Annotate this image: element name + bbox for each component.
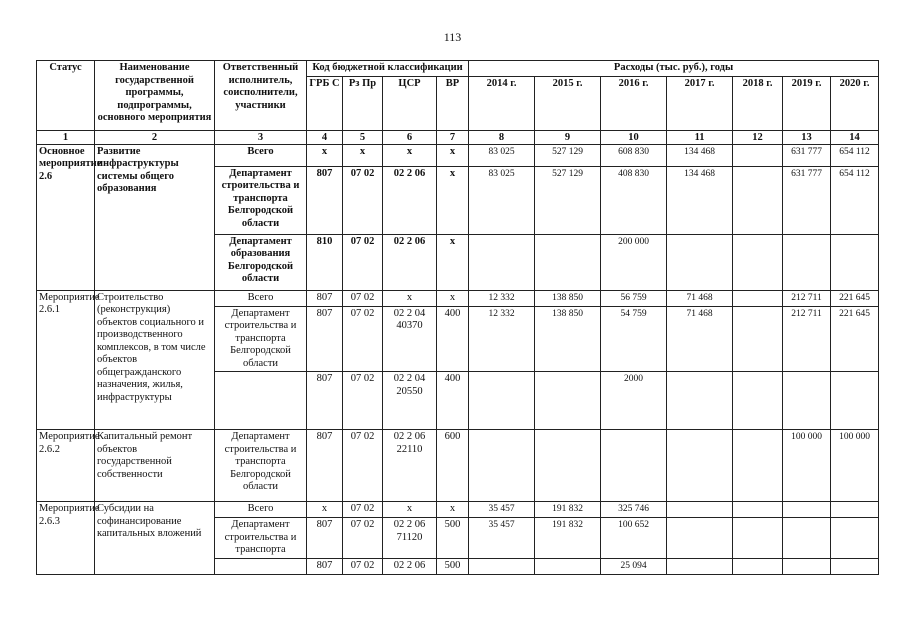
amount-cell: [601, 430, 667, 502]
amount-cell: [469, 372, 535, 430]
vr-cell: x: [437, 290, 469, 306]
amount-cell: [733, 234, 783, 290]
csr-cell: 02 2 06: [383, 234, 437, 290]
csr-cell: x: [383, 290, 437, 306]
amount-cell: [783, 234, 831, 290]
rzpr-cell: 07 02: [343, 306, 383, 372]
csr-cell: 02 2 06 71120: [383, 518, 437, 559]
col-number: 1: [37, 130, 95, 144]
rzpr-cell: 07 02: [343, 518, 383, 559]
grbs-cell: 807: [307, 290, 343, 306]
amount-cell: 12 332: [469, 306, 535, 372]
amount-cell: [831, 558, 879, 574]
csr-cell: x: [383, 144, 437, 166]
amount-cell: 631 777: [783, 144, 831, 166]
amount-cell: 200 000: [601, 234, 667, 290]
header-code: Код бюджетной классификации: [307, 61, 469, 77]
amount-cell: 83 025: [469, 144, 535, 166]
amount-cell: 134 468: [667, 166, 733, 234]
col-number: 7: [437, 130, 469, 144]
vr-cell: 400: [437, 306, 469, 372]
amount-cell: [535, 372, 601, 430]
col-number: 4: [307, 130, 343, 144]
name-cell: Субсидии на софинансирование капитальных вложений: [95, 502, 215, 575]
header-year: 2014 г.: [469, 76, 535, 130]
csr-cell: 02 2 04 20550: [383, 372, 437, 430]
amount-cell: 12 332: [469, 290, 535, 306]
amount-cell: [733, 518, 783, 559]
rzpr-cell: 07 02: [343, 558, 383, 574]
header-rzpr: Рз Пр: [343, 76, 383, 130]
amount-cell: [733, 306, 783, 372]
amount-cell: 56 759: [601, 290, 667, 306]
amount-cell: 221 645: [831, 306, 879, 372]
table-row: [37, 144, 879, 166]
amount-cell: [733, 430, 783, 502]
executor-cell: Всего: [215, 290, 307, 306]
vr-cell: x: [437, 234, 469, 290]
col-number: 11: [667, 130, 733, 144]
grbs-cell: 807: [307, 372, 343, 430]
amount-cell: 527 129: [535, 144, 601, 166]
amount-cell: 325 746: [601, 502, 667, 518]
amount-cell: [667, 430, 733, 502]
name-cell: Строительство (реконструкция) объектов социального и производственного комплексов, в том числе объектов общегражданского назначения, жилья, инфраструктуры: [95, 290, 215, 430]
header-year: 2017 г.: [667, 76, 733, 130]
status-cell: Мероприятие 2.6.3: [37, 502, 95, 575]
csr-cell: 02 2 06 22110: [383, 430, 437, 502]
grbs-cell: x: [307, 502, 343, 518]
amount-cell: [783, 372, 831, 430]
amount-cell: 35 457: [469, 502, 535, 518]
amount-cell: 191 832: [535, 518, 601, 559]
header-name: Наименование государственной программы, подпрограммы, основного мероприятия: [95, 61, 215, 131]
rzpr-cell: x: [343, 144, 383, 166]
col-number: 13: [783, 130, 831, 144]
amount-cell: [783, 558, 831, 574]
amount-cell: 71 468: [667, 290, 733, 306]
amount-cell: [831, 234, 879, 290]
amount-cell: [535, 430, 601, 502]
csr-cell: x: [383, 502, 437, 518]
vr-cell: 500: [437, 558, 469, 574]
header-expenses: Расходы (тыс. руб.), годы: [469, 61, 879, 77]
table-row: [37, 430, 879, 502]
rzpr-cell: 07 02: [343, 290, 383, 306]
rzpr-cell: 07 02: [343, 166, 383, 234]
rzpr-cell: 07 02: [343, 372, 383, 430]
col-number: 5: [343, 130, 383, 144]
header-year: 2016 г.: [601, 76, 667, 130]
col-number: 10: [601, 130, 667, 144]
amount-cell: [783, 518, 831, 559]
amount-cell: [831, 502, 879, 518]
grbs-cell: 807: [307, 306, 343, 372]
csr-cell: 02 2 04 40370: [383, 306, 437, 372]
amount-cell: [469, 234, 535, 290]
amount-cell: [667, 518, 733, 559]
amount-cell: 138 850: [535, 290, 601, 306]
header-csr: ЦСР: [383, 76, 437, 130]
executor-cell: Департамент строительства и транспорта Белгородской области: [215, 430, 307, 502]
header-year: 2015 г.: [535, 76, 601, 130]
header-status: Статус: [37, 61, 95, 131]
amount-cell: 212 711: [783, 290, 831, 306]
header-executor: Ответственный исполнитель, соисполнители, участники: [215, 61, 307, 131]
grbs-cell: 807: [307, 558, 343, 574]
vr-cell: x: [437, 144, 469, 166]
header-year: 2019 г.: [783, 76, 831, 130]
amount-cell: 71 468: [667, 306, 733, 372]
grbs-cell: 807: [307, 166, 343, 234]
amount-cell: [535, 234, 601, 290]
amount-cell: 191 832: [535, 502, 601, 518]
amount-cell: [831, 372, 879, 430]
vr-cell: x: [437, 502, 469, 518]
amount-cell: [733, 166, 783, 234]
header-vr: ВР: [437, 76, 469, 130]
name-cell: Развитие инфраструктуры системы общего образования: [95, 144, 215, 290]
amount-cell: 654 112: [831, 144, 879, 166]
amount-cell: [783, 502, 831, 518]
amount-cell: [667, 558, 733, 574]
amount-cell: [831, 518, 879, 559]
amount-cell: 608 830: [601, 144, 667, 166]
rzpr-cell: 07 02: [343, 430, 383, 502]
executor-cell: [215, 372, 307, 430]
amount-cell: [667, 372, 733, 430]
table-row: [37, 502, 879, 518]
col-number: 9: [535, 130, 601, 144]
amount-cell: 408 830: [601, 166, 667, 234]
grbs-cell: 810: [307, 234, 343, 290]
col-number: 2: [95, 130, 215, 144]
executor-cell: [215, 558, 307, 574]
amount-cell: 100 652: [601, 518, 667, 559]
amount-cell: 35 457: [469, 518, 535, 559]
status-cell: Мероприятие 2.6.1: [37, 290, 95, 430]
amount-cell: 631 777: [783, 166, 831, 234]
grbs-cell: 807: [307, 518, 343, 559]
col-number: 8: [469, 130, 535, 144]
vr-cell: 500: [437, 518, 469, 559]
amount-cell: 2000: [601, 372, 667, 430]
amount-cell: [733, 558, 783, 574]
amount-cell: 100 000: [783, 430, 831, 502]
amount-cell: 212 711: [783, 306, 831, 372]
executor-cell: Всего: [215, 144, 307, 166]
status-cell: Мероприятие 2.6.2: [37, 430, 95, 502]
vr-cell: 600: [437, 430, 469, 502]
amount-cell: [733, 144, 783, 166]
header-year: 2018 г.: [733, 76, 783, 130]
col-number: 12: [733, 130, 783, 144]
executor-cell: Департамент строительства и транспорта: [215, 518, 307, 559]
amount-cell: 654 112: [831, 166, 879, 234]
page-number: 113: [443, 30, 462, 44]
amount-cell: 138 850: [535, 306, 601, 372]
header-year: 2020 г.: [831, 76, 879, 130]
amount-cell: [733, 290, 783, 306]
vr-cell: 400: [437, 372, 469, 430]
executor-cell: Всего: [215, 502, 307, 518]
rzpr-cell: 07 02: [343, 234, 383, 290]
header-grbs: ГРБ С: [307, 76, 343, 130]
status-cell: Основное мероприятие 2.6: [37, 144, 95, 290]
amount-cell: 527 129: [535, 166, 601, 234]
vr-cell: x: [437, 166, 469, 234]
csr-cell: 02 2 06: [383, 558, 437, 574]
grbs-cell: 807: [307, 430, 343, 502]
amount-cell: 54 759: [601, 306, 667, 372]
amount-cell: [535, 558, 601, 574]
name-cell: Капитальный ремонт объектов государственной собственности: [95, 430, 215, 502]
amount-cell: 221 645: [831, 290, 879, 306]
table-row: [37, 290, 879, 306]
amount-cell: 134 468: [667, 144, 733, 166]
amount-cell: 100 000: [831, 430, 879, 502]
budget-table: [36, 60, 879, 575]
executor-cell: Департамент образования Белгородской области: [215, 234, 307, 290]
amount-cell: [733, 372, 783, 430]
amount-cell: 83 025: [469, 166, 535, 234]
amount-cell: [469, 558, 535, 574]
col-number: 14: [831, 130, 879, 144]
executor-cell: Департамент строительства и транспорта Белгородской области: [215, 166, 307, 234]
col-number: 6: [383, 130, 437, 144]
amount-cell: [667, 502, 733, 518]
rzpr-cell: 07 02: [343, 502, 383, 518]
executor-cell: Департамент строительства и транспорта Белгородской области: [215, 306, 307, 372]
amount-cell: 25 094: [601, 558, 667, 574]
csr-cell: 02 2 06: [383, 166, 437, 234]
amount-cell: [469, 430, 535, 502]
amount-cell: [733, 502, 783, 518]
col-number: 3: [215, 130, 307, 144]
column-numbers-row: [37, 130, 879, 144]
grbs-cell: x: [307, 144, 343, 166]
amount-cell: [667, 234, 733, 290]
